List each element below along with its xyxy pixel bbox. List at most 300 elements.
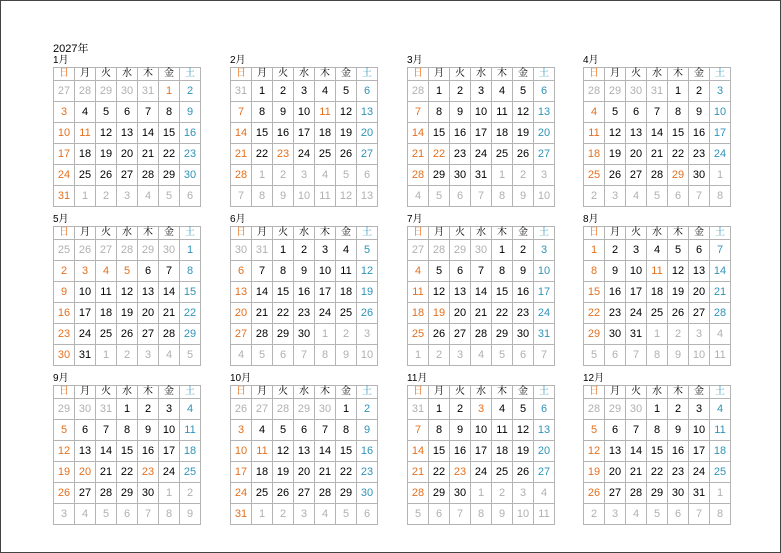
- weekday-header: 木: [492, 68, 513, 81]
- day-cell: 2: [273, 165, 294, 186]
- day-cell: 10: [315, 261, 336, 282]
- day-cell: 8: [117, 420, 138, 441]
- weekday-header: 土: [180, 386, 201, 399]
- day-cell: 23: [273, 144, 294, 165]
- week-row: [408, 282, 555, 303]
- weekday-header: 月: [75, 68, 96, 81]
- day-cell: 28: [584, 81, 605, 102]
- day-cell: 7: [534, 345, 555, 366]
- week-row: [54, 504, 201, 525]
- day-cell: 6: [513, 345, 534, 366]
- day-cell: 23: [357, 462, 378, 483]
- day-cell: 17: [75, 303, 96, 324]
- week-row: [231, 345, 378, 366]
- day-cell: 10: [294, 186, 315, 207]
- day-cell: 5: [357, 240, 378, 261]
- day-cell: 14: [408, 441, 429, 462]
- day-cell: 4: [647, 240, 668, 261]
- day-cell: 12: [513, 420, 534, 441]
- day-cell: 24: [534, 303, 555, 324]
- weekday-header: 土: [534, 227, 555, 240]
- week-row: [408, 240, 555, 261]
- day-cell: 8: [252, 186, 273, 207]
- day-cell: 20: [534, 441, 555, 462]
- day-cell: 7: [626, 420, 647, 441]
- month-grid: [407, 226, 555, 366]
- day-cell: 21: [471, 303, 492, 324]
- weekday-header: 月: [429, 227, 450, 240]
- day-cell: 6: [117, 504, 138, 525]
- day-cell: 6: [605, 345, 626, 366]
- week-row: [54, 81, 201, 102]
- day-cell: 3: [710, 81, 731, 102]
- day-cell: 24: [54, 165, 75, 186]
- day-cell: 15: [117, 441, 138, 462]
- day-cell: 24: [626, 303, 647, 324]
- month-grid: [53, 385, 201, 525]
- weekday-header: 水: [647, 68, 668, 81]
- day-cell: 8: [180, 261, 201, 282]
- day-cell: 6: [294, 420, 315, 441]
- day-cell: 5: [429, 186, 450, 207]
- day-cell: 9: [357, 420, 378, 441]
- weekday-header: 火: [450, 68, 471, 81]
- day-cell: 4: [315, 165, 336, 186]
- weekday-header: 日: [54, 68, 75, 81]
- day-cell: 29: [180, 324, 201, 345]
- day-cell: 27: [252, 399, 273, 420]
- day-cell: 11: [75, 123, 96, 144]
- day-cell: 1: [180, 240, 201, 261]
- day-cell: 3: [357, 324, 378, 345]
- day-cell: 19: [584, 462, 605, 483]
- weekday-header: 土: [357, 386, 378, 399]
- month-label: 2月: [230, 55, 246, 66]
- week-row: [584, 102, 731, 123]
- day-cell: 4: [75, 504, 96, 525]
- day-cell: 4: [75, 102, 96, 123]
- day-cell: 12: [54, 441, 75, 462]
- day-cell: 8: [159, 504, 180, 525]
- day-cell: 2: [668, 399, 689, 420]
- day-cell: 2: [429, 345, 450, 366]
- day-cell: 26: [605, 165, 626, 186]
- day-cell: 18: [408, 303, 429, 324]
- day-cell: 15: [273, 282, 294, 303]
- day-cell: 13: [138, 282, 159, 303]
- day-cell: 3: [294, 165, 315, 186]
- week-row: [584, 81, 731, 102]
- day-cell: 31: [408, 399, 429, 420]
- day-cell: 9: [450, 102, 471, 123]
- day-cell: 8: [315, 345, 336, 366]
- day-cell: 22: [273, 303, 294, 324]
- day-cell: 5: [117, 261, 138, 282]
- day-cell: 24: [159, 462, 180, 483]
- day-cell: 10: [471, 420, 492, 441]
- weekday-header: 土: [534, 68, 555, 81]
- day-cell: 9: [294, 261, 315, 282]
- day-cell: 5: [492, 345, 513, 366]
- day-cell: 15: [668, 123, 689, 144]
- week-row: [54, 240, 201, 261]
- day-cell: 28: [75, 81, 96, 102]
- day-cell: 18: [710, 441, 731, 462]
- day-cell: 28: [273, 399, 294, 420]
- day-cell: 12: [357, 261, 378, 282]
- week-row: [584, 504, 731, 525]
- month-calendar: [407, 55, 551, 207]
- day-cell: 3: [471, 399, 492, 420]
- day-cell: 5: [408, 504, 429, 525]
- day-cell: 16: [605, 282, 626, 303]
- day-cell: 17: [294, 123, 315, 144]
- weekday-header: 日: [408, 68, 429, 81]
- day-cell: 22: [668, 144, 689, 165]
- day-cell: 10: [534, 261, 555, 282]
- day-cell: 21: [315, 462, 336, 483]
- day-cell: 21: [408, 144, 429, 165]
- day-cell: 1: [668, 81, 689, 102]
- day-cell: 2: [689, 81, 710, 102]
- day-cell: 30: [294, 324, 315, 345]
- day-cell: 18: [252, 462, 273, 483]
- day-cell: 30: [450, 483, 471, 504]
- day-cell: 30: [138, 483, 159, 504]
- day-cell: 20: [626, 144, 647, 165]
- week-row: [54, 399, 201, 420]
- day-cell: 26: [96, 165, 117, 186]
- day-cell: 9: [668, 345, 689, 366]
- weekday-header: 日: [54, 227, 75, 240]
- month-calendar: [53, 373, 197, 525]
- day-cell: 25: [336, 303, 357, 324]
- day-cell: 15: [336, 441, 357, 462]
- month-calendar: [230, 373, 374, 525]
- week-row: [408, 399, 555, 420]
- day-cell: 1: [647, 324, 668, 345]
- day-cell: 2: [584, 186, 605, 207]
- day-cell: 23: [450, 144, 471, 165]
- weekday-header-row: [231, 227, 378, 240]
- day-cell: 15: [180, 282, 201, 303]
- day-cell: 4: [252, 420, 273, 441]
- month-calendar: [407, 373, 551, 525]
- day-cell: 14: [626, 441, 647, 462]
- day-cell: 7: [138, 102, 159, 123]
- day-cell: 31: [689, 483, 710, 504]
- day-cell: 17: [159, 441, 180, 462]
- day-cell: 2: [668, 324, 689, 345]
- day-cell: 9: [605, 261, 626, 282]
- day-cell: 5: [180, 345, 201, 366]
- day-cell: 13: [117, 123, 138, 144]
- day-cell: 27: [357, 144, 378, 165]
- day-cell: 28: [626, 483, 647, 504]
- day-cell: 28: [315, 483, 336, 504]
- day-cell: 20: [534, 123, 555, 144]
- day-cell: 3: [689, 399, 710, 420]
- day-cell: 19: [513, 123, 534, 144]
- weekday-header: 金: [159, 386, 180, 399]
- month-label: 3月: [407, 55, 423, 66]
- day-cell: 7: [710, 240, 731, 261]
- day-cell: 29: [117, 483, 138, 504]
- day-cell: 18: [492, 441, 513, 462]
- week-row: [54, 324, 201, 345]
- day-cell: 8: [273, 261, 294, 282]
- day-cell: 31: [471, 165, 492, 186]
- day-cell: 13: [75, 441, 96, 462]
- day-cell: 21: [626, 462, 647, 483]
- week-row: [54, 441, 201, 462]
- day-cell: 27: [689, 303, 710, 324]
- day-cell: 16: [450, 123, 471, 144]
- day-cell: 16: [513, 282, 534, 303]
- day-cell: 1: [96, 345, 117, 366]
- day-cell: 28: [408, 81, 429, 102]
- day-cell: 6: [117, 102, 138, 123]
- weekday-header: 木: [138, 68, 159, 81]
- day-cell: 14: [471, 282, 492, 303]
- weekday-header: 土: [534, 386, 555, 399]
- week-row: [231, 186, 378, 207]
- day-cell: 26: [584, 483, 605, 504]
- day-cell: 5: [96, 504, 117, 525]
- day-cell: 6: [534, 81, 555, 102]
- week-row: [584, 144, 731, 165]
- day-cell: 21: [647, 144, 668, 165]
- day-cell: 1: [429, 399, 450, 420]
- day-cell: 29: [584, 324, 605, 345]
- day-cell: 20: [605, 462, 626, 483]
- weekday-header: 木: [668, 68, 689, 81]
- day-cell: 26: [513, 462, 534, 483]
- day-cell: 2: [513, 165, 534, 186]
- week-row: [231, 240, 378, 261]
- day-cell: 3: [626, 240, 647, 261]
- week-row: [408, 303, 555, 324]
- weekday-header: 火: [450, 227, 471, 240]
- day-cell: 22: [429, 462, 450, 483]
- week-row: [231, 303, 378, 324]
- day-cell: 1: [492, 165, 513, 186]
- day-cell: 22: [647, 462, 668, 483]
- day-cell: 5: [605, 102, 626, 123]
- weekday-header: 水: [647, 227, 668, 240]
- day-cell: 6: [689, 240, 710, 261]
- day-cell: 7: [159, 261, 180, 282]
- month-calendar: [53, 55, 197, 207]
- day-cell: 8: [492, 186, 513, 207]
- day-cell: 24: [315, 303, 336, 324]
- day-cell: 14: [647, 123, 668, 144]
- day-cell: 6: [138, 261, 159, 282]
- day-cell: 7: [689, 504, 710, 525]
- day-cell: 1: [647, 399, 668, 420]
- day-cell: 16: [689, 123, 710, 144]
- weekday-header: 金: [336, 386, 357, 399]
- day-cell: 31: [647, 81, 668, 102]
- day-cell: 31: [138, 81, 159, 102]
- day-cell: 5: [273, 420, 294, 441]
- day-cell: 19: [429, 303, 450, 324]
- day-cell: 6: [605, 420, 626, 441]
- day-cell: 18: [75, 144, 96, 165]
- day-cell: 3: [315, 240, 336, 261]
- weekday-header-row: [231, 68, 378, 81]
- day-cell: 29: [492, 324, 513, 345]
- weekday-header: 火: [626, 68, 647, 81]
- month-label: 4月: [583, 55, 599, 66]
- day-cell: 6: [450, 261, 471, 282]
- day-cell: 17: [534, 282, 555, 303]
- day-cell: 12: [605, 123, 626, 144]
- day-cell: 29: [605, 399, 626, 420]
- day-cell: 2: [138, 399, 159, 420]
- day-cell: 24: [231, 483, 252, 504]
- day-cell: 7: [689, 186, 710, 207]
- weekday-header: 月: [75, 227, 96, 240]
- day-cell: 3: [471, 81, 492, 102]
- week-row: [408, 324, 555, 345]
- day-cell: 25: [252, 483, 273, 504]
- day-cell: 17: [471, 441, 492, 462]
- day-cell: 28: [647, 165, 668, 186]
- day-cell: 18: [180, 441, 201, 462]
- day-cell: 1: [159, 483, 180, 504]
- day-cell: 31: [96, 399, 117, 420]
- day-cell: 19: [96, 144, 117, 165]
- day-cell: 11: [315, 186, 336, 207]
- day-cell: 8: [336, 420, 357, 441]
- month-calendar: [230, 214, 374, 366]
- day-cell: 27: [534, 462, 555, 483]
- day-cell: 5: [647, 186, 668, 207]
- weekday-header: 月: [605, 68, 626, 81]
- day-cell: 28: [159, 324, 180, 345]
- month-calendar: [583, 373, 727, 525]
- day-cell: 11: [710, 345, 731, 366]
- weekday-header: 火: [273, 227, 294, 240]
- week-row: [408, 345, 555, 366]
- week-row: [584, 303, 731, 324]
- day-cell: 11: [584, 123, 605, 144]
- day-cell: 28: [138, 165, 159, 186]
- day-cell: 29: [450, 240, 471, 261]
- month-grid: [583, 67, 731, 207]
- month-calendar: [407, 214, 551, 366]
- day-cell: 2: [450, 81, 471, 102]
- week-row: [584, 123, 731, 144]
- day-cell: 15: [429, 441, 450, 462]
- day-cell: 2: [294, 240, 315, 261]
- day-cell: 11: [492, 420, 513, 441]
- month-grid: [53, 226, 201, 366]
- day-cell: 2: [180, 81, 201, 102]
- week-row: [584, 462, 731, 483]
- week-row: [231, 324, 378, 345]
- day-cell: 29: [138, 240, 159, 261]
- day-cell: 12: [117, 282, 138, 303]
- day-cell: 27: [408, 240, 429, 261]
- day-cell: 11: [710, 420, 731, 441]
- day-cell: 15: [429, 123, 450, 144]
- week-row: [231, 81, 378, 102]
- day-cell: 17: [710, 123, 731, 144]
- day-cell: 9: [180, 102, 201, 123]
- day-cell: 3: [231, 420, 252, 441]
- week-row: [584, 282, 731, 303]
- weekday-header: 日: [231, 227, 252, 240]
- week-row: [231, 165, 378, 186]
- day-cell: 28: [117, 240, 138, 261]
- day-cell: 25: [96, 324, 117, 345]
- day-cell: 13: [450, 282, 471, 303]
- day-cell: 12: [668, 261, 689, 282]
- day-cell: 3: [513, 483, 534, 504]
- day-cell: 5: [336, 81, 357, 102]
- day-cell: 29: [429, 165, 450, 186]
- day-cell: 31: [231, 504, 252, 525]
- day-cell: 17: [231, 462, 252, 483]
- week-row: [584, 345, 731, 366]
- day-cell: 29: [54, 399, 75, 420]
- week-row: [54, 261, 201, 282]
- day-cell: 10: [54, 123, 75, 144]
- week-row: [408, 186, 555, 207]
- day-cell: 30: [626, 399, 647, 420]
- day-cell: 4: [315, 504, 336, 525]
- day-cell: 8: [668, 102, 689, 123]
- day-cell: 15: [159, 123, 180, 144]
- day-cell: 6: [668, 504, 689, 525]
- week-row: [54, 102, 201, 123]
- day-cell: 8: [710, 186, 731, 207]
- day-cell: 8: [647, 345, 668, 366]
- weekday-header: 月: [605, 227, 626, 240]
- week-row: [584, 324, 731, 345]
- day-cell: 6: [668, 186, 689, 207]
- week-row: [231, 399, 378, 420]
- day-cell: 18: [336, 282, 357, 303]
- week-row: [408, 144, 555, 165]
- day-cell: 21: [138, 144, 159, 165]
- day-cell: 20: [357, 123, 378, 144]
- day-cell: 6: [357, 81, 378, 102]
- day-cell: 16: [54, 303, 75, 324]
- day-cell: 2: [96, 186, 117, 207]
- month-grid: [407, 385, 555, 525]
- weekday-header: 金: [513, 68, 534, 81]
- weekday-header: 金: [336, 227, 357, 240]
- day-cell: 27: [75, 483, 96, 504]
- weekday-header: 木: [138, 227, 159, 240]
- day-cell: 12: [273, 441, 294, 462]
- month-label: 11月: [407, 373, 428, 384]
- week-row: [54, 345, 201, 366]
- day-cell: 20: [231, 303, 252, 324]
- day-cell: 1: [710, 165, 731, 186]
- day-cell: 29: [294, 399, 315, 420]
- week-row: [54, 420, 201, 441]
- weekday-header: 月: [605, 386, 626, 399]
- day-cell: 30: [315, 399, 336, 420]
- day-cell: 13: [626, 123, 647, 144]
- day-cell: 6: [180, 186, 201, 207]
- day-cell: 7: [471, 186, 492, 207]
- day-cell: 9: [492, 504, 513, 525]
